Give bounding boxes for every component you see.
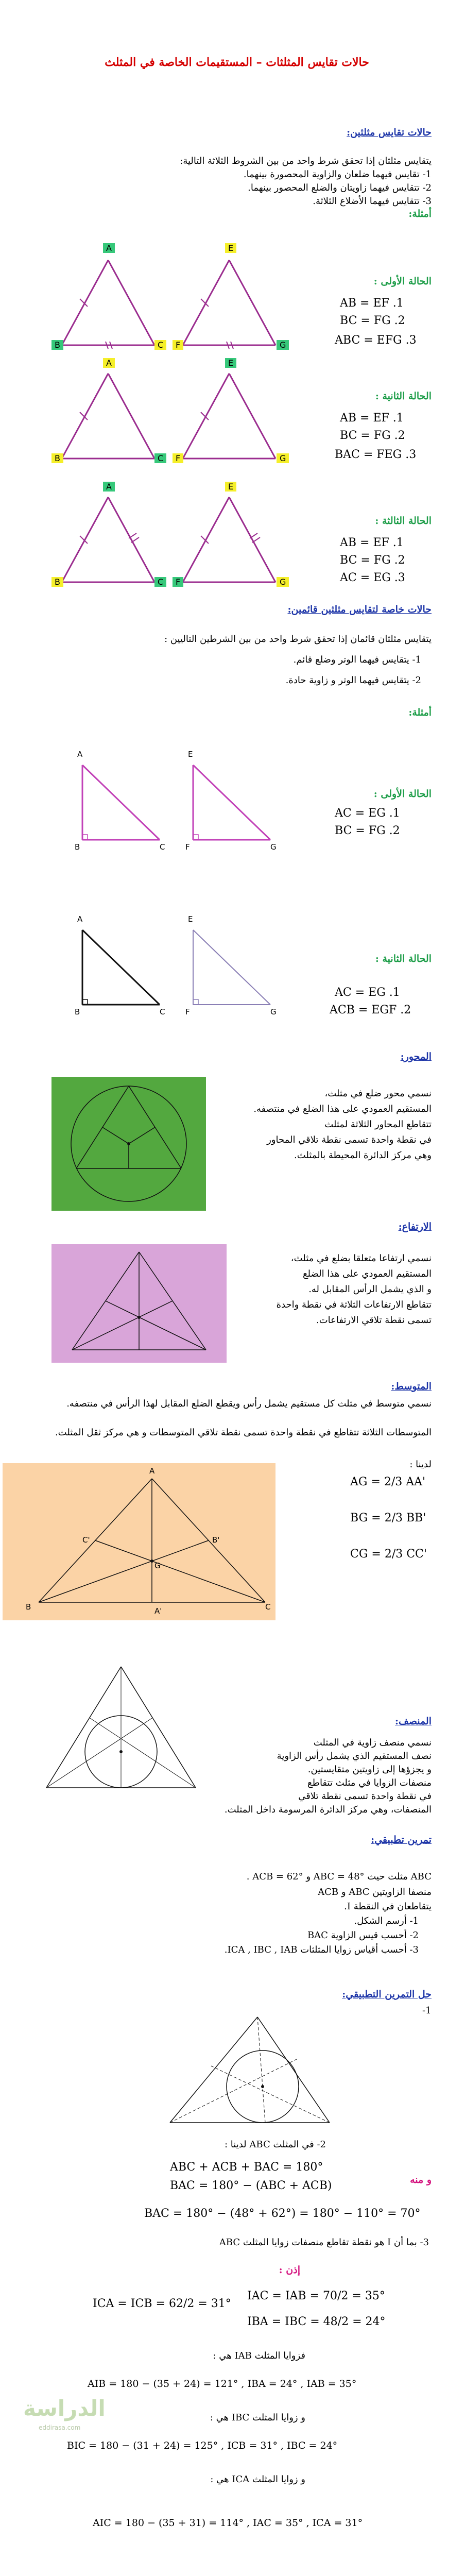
bisector-heading: المنصف:	[395, 1716, 432, 1727]
solution-ica-head: و زوايا المثلث ICA هي :	[210, 2474, 305, 2485]
case2-eq1: AB = EF .1	[340, 412, 404, 425]
vertex-e-label: E	[225, 358, 236, 368]
case3-eq1: AB = EF .1	[340, 536, 404, 549]
vertex-a-label: A	[103, 358, 115, 368]
median-line-3: لدينا :	[409, 1459, 432, 1470]
vertex-b-label: B	[75, 842, 80, 852]
bisector-figure	[36, 1659, 206, 1798]
section1-item-3: 3- تتقايس فيهما الأضلاع الثلاثة.	[313, 196, 432, 207]
median-eq-2: BG = 2/3 BB'	[350, 1512, 426, 1524]
vertex-f-label: F	[185, 842, 190, 852]
median-label-c: C	[265, 1602, 271, 1612]
case1-heading: الحالة الأولى :	[373, 276, 432, 287]
median-eq-1: AG = 2/3 AA'	[350, 1476, 426, 1488]
case3-eq2: BC = FG .2	[340, 554, 405, 567]
case2-eq3: BAC = FEG .3	[335, 448, 417, 461]
vertex-c-label: C	[160, 1007, 165, 1016]
solution-ibc-head: و زوايا المثلث IBC هي :	[210, 2412, 305, 2423]
case3-eq3: AC = EG .3	[340, 571, 405, 584]
exercise-line-1: ABC مثلث حيث ABC = 48° و ACB = 62° .	[246, 1871, 432, 1882]
exercise-line-3: يتقاطعان في النقطة I.	[344, 1901, 432, 1912]
solution-iab-head: فزوايا المثلث IAB هي :	[213, 2350, 305, 2361]
bisector-line-2: نصف المستقيم الذي يشمل رأس الزاوية	[277, 1751, 432, 1761]
mediator-line-4: في نقطة واحدة تسمى نقطة تلاقي المحاور	[267, 1134, 432, 1145]
section2-intro: يتقايس مثلثان قائمان إذا تحقق شرط واحد من بين الشرطين التاليين :	[164, 634, 432, 645]
right-triangles-case1	[0, 752, 335, 855]
vertex-f-label: F	[173, 453, 183, 463]
solution-eq-4b: IAC = IAB = 70/2 = 35°	[247, 2290, 385, 2302]
solution-step-2: 2- في المثلث ABC لدينا :	[225, 2139, 326, 2150]
altitude-figure	[51, 1244, 227, 1363]
exercise-line-2: منصفا الزاويتين ABC و ACB	[318, 1887, 432, 1897]
median-label-b-prime: B'	[212, 1535, 220, 1545]
solution-ica-eq: AIC = 180 − (35 + 31) = 114° , IAC = 35° , ICA = 31°	[93, 2517, 363, 2529]
case1-eq2: BC = FG .2	[340, 314, 405, 327]
altitude-heading: الارتفاع:	[398, 1221, 432, 1232]
triangle-pair-case1	[0, 234, 335, 358]
examples-label: أمثلة:	[408, 707, 432, 718]
exercise-line-5: 2- أحسب قيس الزاوية BAC	[307, 1930, 419, 1941]
vertex-g-label: G	[277, 577, 289, 587]
right-case1-heading: الحالة الأولى :	[373, 788, 432, 800]
vertex-g-label: G	[270, 842, 277, 852]
bisector-line-6: المنصفات، وهي مركز الدائرة المرسومة داخل المثلث.	[224, 1804, 432, 1815]
mediator-line-5: وهي مركز الدائرة المحيطة بالمثلث.	[294, 1150, 432, 1161]
solution-figure	[154, 2009, 345, 2133]
section2-item-2: 2- يتقايس فيهما الوتر و زاوية حادة.	[285, 675, 421, 686]
vertex-a-label: A	[77, 914, 83, 924]
section1-intro: يتقايس مثلثان إذا تحقق شرط واحد من بين الشروط الثلاثة التالية:	[180, 156, 432, 166]
solution-and-so: و منه	[410, 2174, 432, 2185]
vertex-f-label: F	[185, 1007, 190, 1016]
vertex-a-label: A	[103, 243, 115, 253]
mediator-heading: المحور:	[400, 1051, 432, 1062]
altitude-line-1: نسمي ارتفاعا متعلقا بضلع في مثلث،	[290, 1253, 432, 1264]
solution-ibc-eq: BIC = 180 − (31 + 24) = 125° , ICB = 31° , IBC = 24°	[67, 2440, 338, 2451]
case2-heading: الحالة الثانية :	[375, 391, 432, 402]
bisector-line-5: في نقطة واحدة تسمى نقطة تلاقي	[298, 1791, 432, 1802]
mediator-line-1: نسمي محور ضلع في مثلث،	[324, 1088, 432, 1099]
case3-heading: الحالة الثالثة :	[375, 515, 432, 527]
bisector-line-3: و يجزؤها إلى زاويتين متقايستين.	[307, 1764, 432, 1775]
section1-item-1: 1- تقايس فيهما ضلعان والزاوية المحصورة بينهما.	[243, 169, 432, 180]
right-case2-eq1: AC = EG .1	[335, 986, 400, 999]
solution-step-1: -1	[422, 2005, 432, 2016]
vertex-e-label: E	[225, 482, 236, 492]
solution-eq-3: BAC = 180° − (48° + 62°) = 180° − 110° = 70°	[144, 2207, 421, 2220]
vertex-e-label: E	[188, 750, 193, 759]
median-line-1: نسمي متوسط في مثلث كل مستقيم يشمل رأس ويقطع الضلع المقابل لهذا الرأس في منتصفه.	[66, 1398, 432, 1409]
vertex-g-label: G	[277, 340, 289, 350]
right-case2-heading: الحالة الثانية :	[375, 953, 432, 964]
section2-item-1: 1- يتقايس فيهما الوتر وضلع قائم.	[293, 654, 421, 665]
median-figure	[3, 1463, 275, 1620]
altitude-line-4: تتقاطع الارتفاعات الثلاثة في نقطة واحدة	[276, 1299, 432, 1310]
median-line-2: المتوسطات الثلاثة تتقاطع في نقطة واحدة تسمى نقطة تلاقي المتوسطات و هي مركز ثقل المثلث.	[55, 1427, 432, 1438]
exercise-line-4: 1- أرسم الشكل.	[354, 1916, 419, 1926]
right-case2-eq2: ACB = EGF .2	[330, 1004, 411, 1016]
section-heading-right-congruence: حالات خاصة لتقايس مثلثين قائمين:	[287, 604, 432, 615]
examples-label: أمثلة:	[408, 208, 432, 219]
solution-step-3: 3- بما أن I هو نقطة تقاطع منصفات زوايا المثلث ABC	[219, 2237, 429, 2248]
vertex-b-label: B	[51, 453, 63, 463]
right-case1-eq2: BC = FG .2	[335, 824, 400, 837]
section-heading-congruence: حالات تقايس مثلثين:	[347, 127, 432, 138]
vertex-c-label: C	[154, 453, 166, 463]
vertex-f-label: F	[173, 340, 183, 350]
altitude-line-2: المستقيم العمودي على هذا الضلع	[302, 1268, 432, 1279]
solution-eq-1: ABC + ACB + BAC = 180°	[170, 2161, 323, 2174]
median-label-g: G	[154, 1561, 161, 1570]
vertex-f-label: F	[173, 577, 183, 587]
mediator-figure	[51, 1077, 206, 1211]
site-logo-watermark: الدراسة	[23, 2396, 106, 2421]
altitude-line-3: و الذي يشمل الرأس المقابل له.	[308, 1284, 432, 1295]
altitude-line-5: تسمى نقطة تلاقي الارتفاعات.	[316, 1315, 432, 1326]
vertex-a-label: A	[103, 482, 115, 492]
median-label-c-prime: C'	[82, 1535, 90, 1545]
vertex-c-label: C	[160, 842, 165, 852]
site-logo-subtext: eddirasa.com	[39, 2424, 81, 2431]
vertex-c-label: C	[154, 340, 166, 350]
vertex-c-label: C	[154, 577, 166, 587]
bisector-line-1: نسمي منصف زاوية في المثلث	[313, 1737, 432, 1748]
vertex-e-label: E	[225, 243, 236, 253]
vertex-b-label: B	[51, 340, 63, 350]
solution-eq-2: BAC = 180° − (ABC + ACB)	[170, 2179, 332, 2192]
solution-iab-eq: AIB = 180 − (35 + 24) = 121° , IBA = 24° , IAB = 35°	[88, 2378, 357, 2389]
vertex-g-label: G	[270, 1007, 277, 1016]
right-triangles-case2	[0, 917, 335, 1020]
vertex-a-label: A	[77, 750, 83, 759]
mediator-line-2: المستقيم العمودي على هذا الضلع في منتصفه.	[253, 1104, 432, 1114]
exercise-line-6: 3- أحسب أقياس زوايا المثلثات ICA , IBC , IAB.	[224, 1944, 419, 1955]
case1-eq1: AB = EF .1	[340, 297, 404, 310]
vertex-b-label: B	[51, 577, 63, 587]
case1-eq3: ABC = EFG .3	[335, 334, 417, 347]
solution-then: إذن :	[279, 2264, 300, 2276]
median-heading: المتوسط:	[391, 1381, 432, 1392]
solution-heading: حل التمرين التطبيقي:	[342, 1989, 432, 2000]
solution-eq-4c: IBA = IBC = 48/2 = 24°	[247, 2315, 386, 2328]
median-label-a-prime: A'	[154, 1606, 162, 1616]
page-title: حالات تقايس المثلثات – المستقيمات الخاصة في المثلث	[105, 56, 369, 69]
solution-eq-4a: ICA = ICB = 62/2 = 31°	[93, 2297, 231, 2310]
median-label-a: A	[149, 1466, 155, 1476]
median-eq-3: CG = 2/3 CC'	[350, 1548, 427, 1561]
right-case1-eq1: AC = EG .1	[335, 807, 400, 820]
vertex-b-label: B	[75, 1007, 80, 1016]
vertex-g-label: G	[277, 453, 289, 463]
case2-eq2: BC = FG .2	[340, 429, 405, 442]
mediator-line-3: تتقاطع المحاور الثلاثة لمثلث	[324, 1119, 432, 1130]
vertex-e-label: E	[188, 914, 193, 924]
section1-item-2: 2- تتقايس فيهما زاويتان والضلع المحصور بينهما.	[248, 182, 432, 193]
median-label-b: B	[26, 1602, 31, 1612]
exercise-heading: تمرين تطبيقي:	[371, 1834, 432, 1845]
bisector-line-4: منصفات الزوايا في مثلث تتقاطع	[307, 1777, 432, 1788]
